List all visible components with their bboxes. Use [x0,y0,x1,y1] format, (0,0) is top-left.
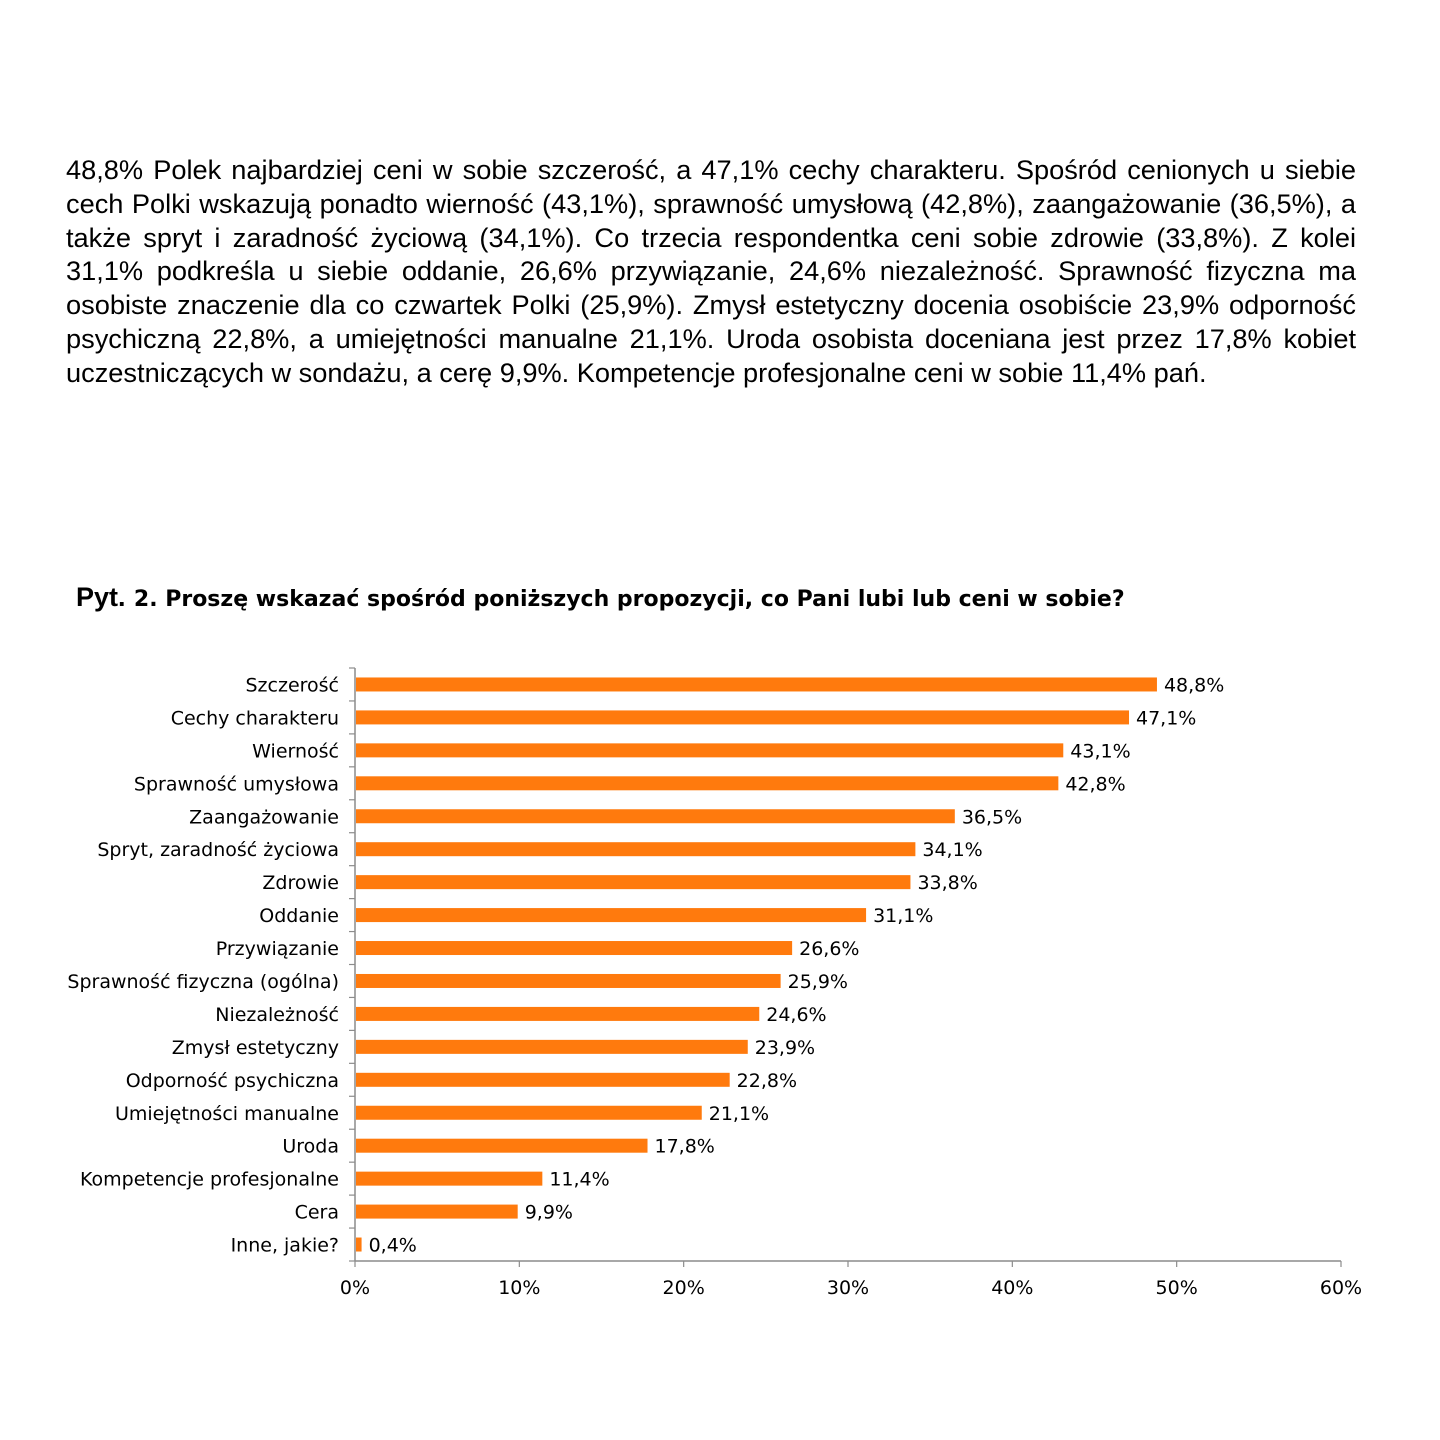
bar [356,743,1063,757]
x-tick-label: 10% [498,1277,541,1299]
data-label: 23,9% [754,1036,816,1059]
category-label: Spryt, zaradność życiowa [97,839,339,862]
category-label: Oddanie [259,905,339,928]
data-label: 26,6% [799,938,860,961]
bar [356,1007,759,1021]
chart-title-prefix: Pyt. [76,582,126,612]
bar [356,677,1157,691]
category-label: Przywiązanie [215,938,339,961]
category-label: Odporność psychiczna [125,1069,339,1092]
category-label: Zmysł estetyczny [171,1036,339,1059]
bar [356,908,866,922]
x-tick-label: 50% [1155,1277,1198,1299]
category-label: Sprawność fizyczna (ogólna) [67,970,339,993]
data-label: 47,1% [1136,707,1197,730]
data-label: 11,4% [549,1168,610,1191]
bar [356,710,1129,724]
category-label: Sprawność umysłowa [133,773,339,796]
bar [356,1139,648,1153]
category-label: Szczerość [245,674,339,697]
bar [356,875,910,889]
data-label: 21,1% [708,1102,770,1125]
bar [356,1106,702,1120]
bar [356,1172,542,1186]
x-tick-label: 20% [662,1277,705,1299]
x-tick-label: 40% [991,1277,1034,1299]
category-label: Zdrowie [262,872,339,895]
data-label: 48,8% [1163,674,1225,697]
bar [356,974,781,988]
bar [356,1073,730,1087]
category-label: Zaangażowanie [189,806,339,829]
x-tick-label: 30% [826,1277,870,1299]
data-label: 33,8% [917,872,978,895]
category-label: Umiejętności manualne [114,1102,339,1125]
data-label: 25,9% [787,970,848,993]
x-tick-label: 60% [1319,1277,1363,1299]
category-label: Wierność [252,740,339,763]
bar [356,1238,362,1252]
summary-paragraph: 48,8% Polek najbardziej ceni w sobie szczerość, a 47,1% cechy charakteru. Spośród cenionych u siebie cech Polki wskazują ponadto wierność (43,1%), sprawność umysłową (42,8%), zaangażowanie (36,5%), a także spryt i zaradność życiową (34,1%). Co trzecia respondentka ceni sobie zdrowie (33,8%). Z kolei 31,1% podkreśla u siebie oddanie, 26,6% przywiązanie, 24,6% niezależność. Sprawność fizyczna ma osobiste znaczenie dla co czwartek Polki (25,9%). Zmysł estetyczny docenia osobiście 23,9% odporność psychiczną 22,8%, a umiejętności manualne 21,1%. Uroda osobista doceniana jest przez 17,8% kobiet uczestniczących w sondażu, a cerę 9,9%. Kompetencje profesjonalne ceni w sobie 11,4% pań. [66,154,1356,388]
data-label: 42,8% [1065,773,1126,796]
category-label: Niezależność [215,1003,339,1026]
bar [356,842,915,856]
data-label: 36,5% [961,806,1023,829]
data-label: 22,8% [736,1069,798,1092]
bar [356,1205,518,1219]
category-label: Cera [294,1201,339,1224]
bar [356,809,955,823]
category-label: Cechy charakteru [170,707,339,730]
data-label: 34,1% [922,839,983,862]
x-tick-label: 0% [339,1277,371,1299]
bar [356,1040,748,1054]
bar [356,776,1058,790]
data-label: 17,8% [654,1135,715,1158]
data-label: 9,9% [524,1201,573,1224]
category-label: Inne, jakie? [230,1234,339,1257]
category-label: Kompetencje profesjonalne [80,1168,339,1191]
data-label: 31,1% [873,905,934,928]
data-label: 0,4% [368,1234,417,1257]
data-label: 24,6% [766,1003,827,1026]
category-label: Uroda [282,1135,339,1158]
chart-title-question: 2. Proszę wskazać spośród poniższych propozycji, co Pani lubi lub ceni w sobie? [133,587,1125,612]
bar [356,941,792,955]
data-label: 43,1% [1070,740,1131,763]
